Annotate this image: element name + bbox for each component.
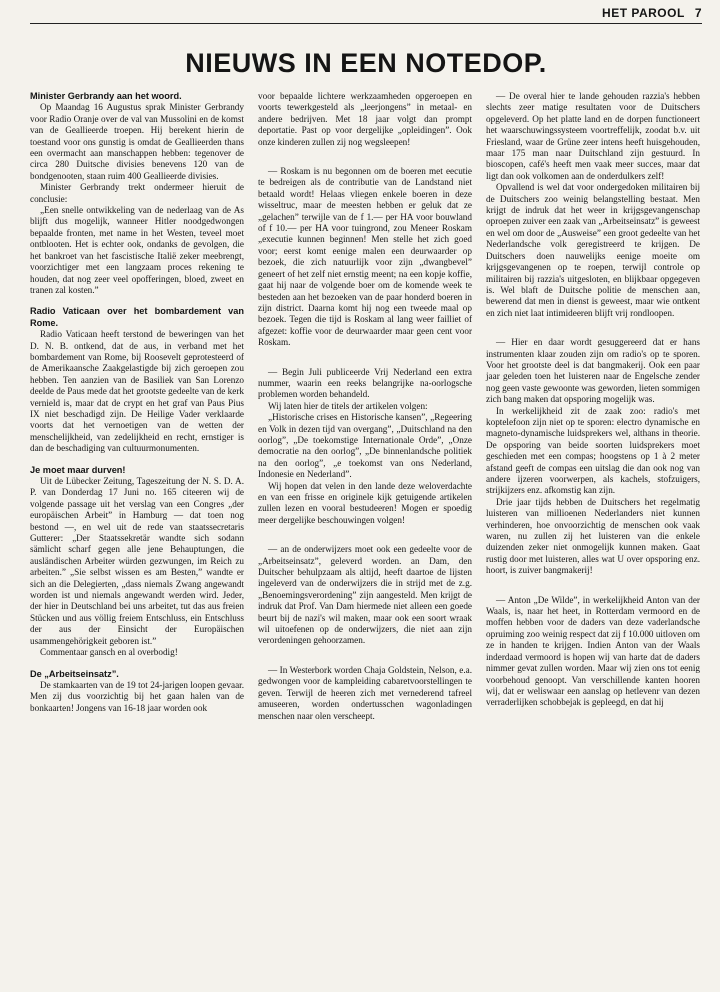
article-paragraph: voor bepaalde lichtere werkzaamheden opgeroepen en voorts tewerkgesteld als „leerjongens” in metaal- en andere bedrijven. Met 18 jaar volgt dan prompt deportatie. Past op voor dergelijke „opleidingen”. Ook onze kinderen zullen zij nog wegsleepen! [258, 91, 472, 147]
article-paragraph: — an de onderwijzers moet ook een gedeelte voor de „Arbeitseinsatz”, geleverd worden. an Dam, den Duitscher behulpzaam als altijd, heeft daartoe de lijsten ingeleverd van de onderwijzers die in strijd met de z.g. „Benoemingsverordening” zijn aangesteld. Men krijgt de indruk dat Prof. Van Dam hiermede niet alleen een goede beurt bij de nazi's wil maken, maar ook een soort wraak wil uitoefenen op de onderwijzers, die niet aan zijn verordeningen gehoorzamen. [258, 544, 472, 646]
column-spacer [258, 148, 472, 166]
column-spacer [30, 455, 244, 465]
column-spacer [258, 349, 472, 367]
column-spacer [486, 319, 700, 337]
column-spacer [30, 659, 244, 669]
article-paragraph: In werkelijkheid zit de zaak zoo: radio's met koptelefoon zijn niet op te sporen: electro dynamische en magneto-dynamische luidsprekers wel, althans in theorie. De opsporing van beide soorten luidsprekers moet geschieden met een compas; hoogstens op 1 à 2 meter afstand geeft de compas een uitslag die dan ook nog van andere ijzeren voorwerpen, als kachels, stofzuigers, strijkijzers enz. afkomstig kan zijn. [486, 405, 700, 496]
column-3 [486, 91, 700, 722]
article-paragraph: Drie jaar tijds hebben de Duitschers het regelmatig luisteren van millioenen Nederlanders niet kunnen verhinderen, hoe onvoorzichtig de menschen ook vaak waren, nu zullen zij het luisteren van die enkele duizenden zeker niet onmogelijk kunnen maken. Gaat rustig door met luisteren, alles wat U over opsporing enz. hoort, is zuiver bangmakerij! [486, 496, 700, 576]
article-paragraph: De stamkaarten van de 19 tot 24-jarigen loopen gevaar. Men zij dus voorzichtig bij het gaan halen van de bonkaarten! Jongens van 16-18 jaar worden ook [30, 679, 244, 713]
page-number: 7 [694, 6, 702, 20]
article-paragraph: — Begin Juli publiceerde Vrij Nederland een extra nummer, waarin een reeks belangrijke na-oorlogsche problemen worden behandeld. [258, 366, 472, 400]
article-paragraph: Wij hopen dat velen in den lande deze weloverdachte en van een frisse en originele kijk getuigende artikelen zullen lezen en vooral bestudeeren! Mogen er spoedig meer dergelijke beschouwingen volgen! [258, 480, 472, 525]
article-columns [30, 91, 702, 722]
running-header [30, 6, 702, 24]
column-spacer [30, 296, 244, 306]
article-paragraph: — De overal hier te lande gehouden razzia's hebben slechts zeer matige resultaten voor de Duitschers opgeleverd. Op het platte land en de dorpen functioneert het waarschuwingssysteem voortreffelijk, zoodat b.v. uit Friesland, waar de Grüne zeer intens heeft huisgehouden, maar 175 man naar Duitschland zijn gestuurd. In bioscopen, café's heeft men vaak meer succes, maar dat ligt dan ook volkomen aan de onderdulkers zelf! [486, 91, 700, 181]
page-headline: NIEUWS IN EEN NOTEDOP. [185, 48, 547, 78]
article-paragraph: Radio Vaticaan heeft terstond de beweringen van het D. N. B. ontkend, dat de aus, in verband met het bombardement van Rome, bij Roosevelt geprotesteerd of de Amerikaansche Zaakgelastigde bij zich geroepen zou hebben. Ten aanzien van de Basiliek van San Lorenzo deelde de Paus mede dat het grootste gedeelte van de kerk vernield is, maar dat de crypt en het graf van Paus Pius IX niet beschadigd zijn. De Heilige Vader verklaarde voorts dat het vernoetigen van de wetten der menschelijkheid, van zedelijkheid en recht, ernstiger is dan de beschadiging van cultuurmonumenten. [30, 329, 244, 454]
article-heading: Je moet maar durven! [30, 464, 126, 475]
article-paragraph: Commentaar gansch en al overbodig! [40, 647, 178, 658]
article-paragraph: — Roskam is nu begonnen om de boeren met eecutie te bedreigen als de contributie van de Landstand niet betaald wordt! Helaas vliegen enkele boeren in deze wisseltruc, maar de meesten hebben er geluk dat ze „gelachen” terwijle van de f 1.— per HA voor bouwland of f 10.— per HA voor tuingrond, zou Meneer Roskam „executie kunnen beginnen! Men stelle het zich goed voor; eerst komt eenige malen een deurwaarder op bezoek, die zich natuurlijk voor zijn „dwangbevel” geneert of het zelf niet ernstig meent; na een kopje koffie, gaat hij naar de volgende boer om de komende week te besteden aan het bezoeken van de paar honderd boeren in zijn district. Daarna komt hij nog een tweede maal op bezoek. Tegen die tijd is Roskam al lang weer failliet of afgezet: koffie voor de deurwaarder maar geen cent voor Roskam. [258, 166, 472, 348]
article-paragraph: — In Westerbork worden Chaja Goldstein, Nelson, e.a. gedwongen voor de kampleiding cabaretvoorstellingen te geven. Terwijl de heeren zich met vernederend tafreel amuseeren, worden ondertusschen wagonladingen menschen naar olen verscheept. [258, 664, 472, 721]
column-2 [258, 91, 472, 722]
article-paragraph: „Een snelle ontwikkeling van de nederlaag van de As blijft dus mogelijk, wanneer Hitler noodgedwongen bepaalde fronten, met name in het Westen, teveel moet ontblooten. Het is echter ook, ondanks de gevolgen, die het bankroet van het fascistische Italië zeker meebrengt, voorzichtiger met een langzaam proces rekening te houden, dat nog zeer veel opofferingen, bloed, zweet en tranen zal kosten.” [30, 205, 244, 295]
article-paragraph: — Anton „De Wilde”, in werkelijkheid Anton van der Waals, is, naar het heet, in Rotterdam vermoord en de moffen hebben voor de daders van deze vaderlandsche opruiming zoo weinig respect dat zij f 10.000 uitloven om ze in handen te krijgen. Indien Anton van der Waals inderdaad vermoord is hopen wij van harte dat de daders nimmer gevat zullen worden. Maar wij zien ons tot eenig voorbehoud genoopt. Van verschillende kanten hooren wij, dat er weliswaar een aanslag op hetlevenr van dezen verraderlijken schobbejak is gepleegd, en dat hij [486, 594, 700, 708]
article-paragraph: Uit de Lübecker Zeitung, Tageszeitung der N. S. D. A. P. van Donderdag 17 Juni no. 165 citeeren wij de volgende passage uit het verslag van een Congres „der europäischen Arbeit” in Hamburg — dat toen nog bestond —, en wel uit de rede van staatssecretaris Gutterer: „Der Staatssekretär wandte sich sodann sämlicht scharf gegen alle jene Behauptungen, die ausländischen Arbeiter würden gezwungen, im Reich zu arbeiten.” „Sie selbst wissen es am Besten,” wandte er sich an die Delegierten, „dass niemals Zwang angewandt worden ist und niemals angewandt werden wird. Jeder, der hier in Deutschland bei uns arbeitet, tut das aus freien Stücken und aus völlig freiem Entschluss, ein Entschluss der aus der Einsicht der Europäischen usammengehörigkeit geboren ist.” [30, 476, 244, 646]
article-heading: De „Arbeitseinsatz”. [30, 668, 119, 679]
article-heading: Radio Vaticaan over het bombardement van Rome. [30, 306, 244, 328]
column-spacer [258, 647, 472, 665]
article-paragraph: Op Maandag 16 Augustus sprak Minister Gerbrandy voor Radio Oranje over de val van Mussolini en de komst van de Geallieerde troepen. Hij berekent hierin de toestand voor ons gunstig is omdat de Geallieerden thans een overmacht aan manschappen hebben: tegenover de circa 280 Duitsche divisies benevens 120 van de bondgenooten, staan ruim 400 Geallieerde divisies. [30, 102, 244, 181]
masthead-title: HET PAROOL [602, 6, 685, 20]
article-paragraph: Wij laten hier de titels der artikelen volgen: [268, 400, 428, 411]
column-1 [30, 91, 244, 722]
article-paragraph: „Historische crises en Historische kansen”, „Regeering en Volk in dezen tijd van overgang”, „Duitschland na den oorlog”, „De toekomstige Internationale Orde”, „Onze democratie na den oorlog”, „De binnenlandsche politiek na den oorlog”, „e toekomst van ons Nederland, Indonesie en Nederland”. [258, 412, 472, 480]
article-paragraph: Opvallend is wel dat voor ondergedoken militairen bij de Duitschers zoo weinig belangstelling bestaat. Men krijgt de indruk dat het weer in krijgsgevangenschap oproepen zuiver een zaak van „Arbeitseinsatz” is geweest en wel om door de „Ausweise” een groot gedeelte van het Nederlandsche volk geregistreerd te krijgen. De Duitschers doen nauwelijks eenige moeite om krijgsgevangenen op te roepen, terwijl controle op militairen bij razzia's uitgesloten, en blijkbaar opgegeven is. Wel blaft de Duitsche politie de menschen aan, bewerend dat men in dienst is geweest, maar wie ontkent en zich niet laat intimideeren blijft vrij rondloopen. [486, 182, 700, 318]
article-paragraph: — Hier en daar wordt gesuggereerd dat er hans instrumenten klaar zouden zijn om radio's op te sporen. Voor het grootste deel is dat bangmakerij. Ook een paar jaar geleden toen het luisteren naar de Engelsche zender nog geen vaste gewoonte was geworden, lieten sommigen zich bang maken dat opsporing mogelijk was. [486, 337, 700, 405]
column-spacer [258, 526, 472, 544]
article-heading: Minister Gerbrandy aan het woord. [30, 91, 182, 101]
article-paragraph: Minister Gerbrandy trekt ondermeer hieruit de conclusie: [30, 182, 244, 204]
column-spacer [486, 577, 700, 595]
